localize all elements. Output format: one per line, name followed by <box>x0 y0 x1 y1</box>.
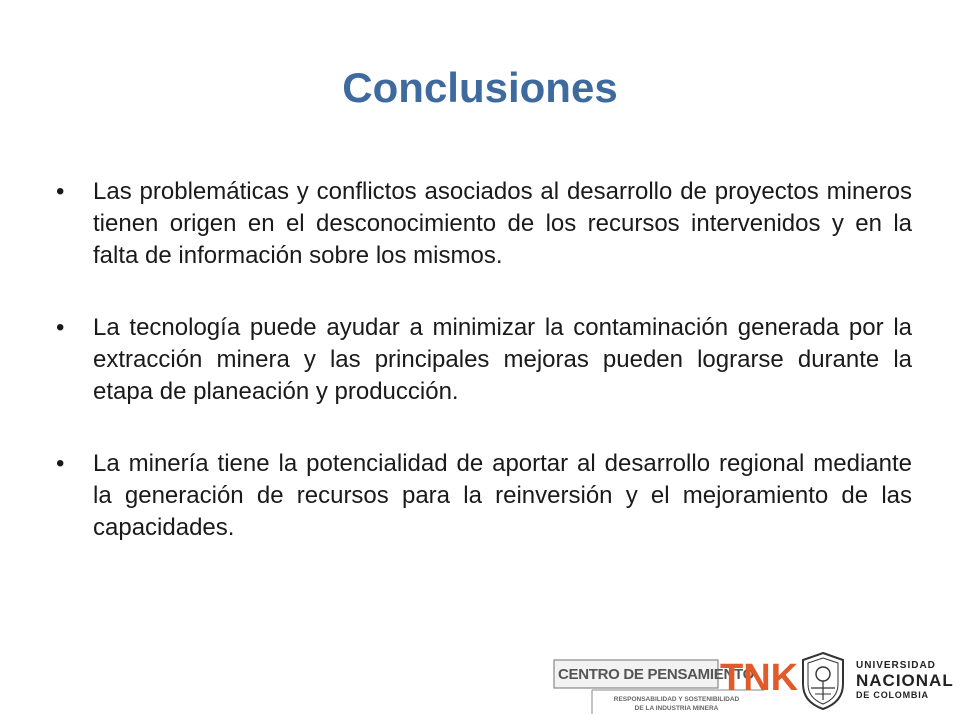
university-line-2: NACIONAL <box>856 671 954 690</box>
list-item <box>56 448 912 544</box>
university-line-3: DE COLOMBIA <box>856 690 929 700</box>
list-item <box>56 176 912 272</box>
bullet-text: La tecnología puede ayudar a minimizar la contaminación generada por la extracción minera y las principales mejoras pueden lograrse durante la etapa de planeación y producción. <box>93 314 912 405</box>
footer-logos <box>552 646 952 716</box>
bullet-icon: • <box>56 450 65 477</box>
tnk-logo-text: TNK <box>720 657 799 699</box>
bullet-text: Las problemáticas y conflictos asociados al desarrollo de proyectos mineros tienen origen en el desconocimiento de los recursos intervenidos y en la falta de información sobre los mismos. <box>93 178 912 269</box>
centro-pensamiento-subtitle-1: RESPONSABILIDAD Y SOSTENIBILIDAD <box>613 696 740 703</box>
bullet-icon: • <box>56 178 65 205</box>
list-item <box>56 312 912 408</box>
bullet-icon: • <box>56 314 65 341</box>
tnk-logo-icon <box>720 654 799 699</box>
conclusions-list <box>56 176 912 584</box>
university-line-1: UNIVERSIDAD <box>856 660 936 671</box>
university-seal-icon <box>797 650 849 712</box>
slide-title: Conclusiones <box>342 64 618 111</box>
centro-pensamiento-logo <box>552 646 799 716</box>
university-wordmark <box>856 660 954 701</box>
bullet-text: La minería tiene la potencialidad de aportar al desarrollo regional mediante la generación de recursos para la reinversión y el mejoramiento de las capacidades. <box>93 450 912 541</box>
centro-pensamiento-title: CENTRO DE PENSAMIENTO <box>558 666 754 683</box>
centro-pensamiento-subtitle-2: DE LA INDUSTRIA MINERA <box>634 705 719 712</box>
